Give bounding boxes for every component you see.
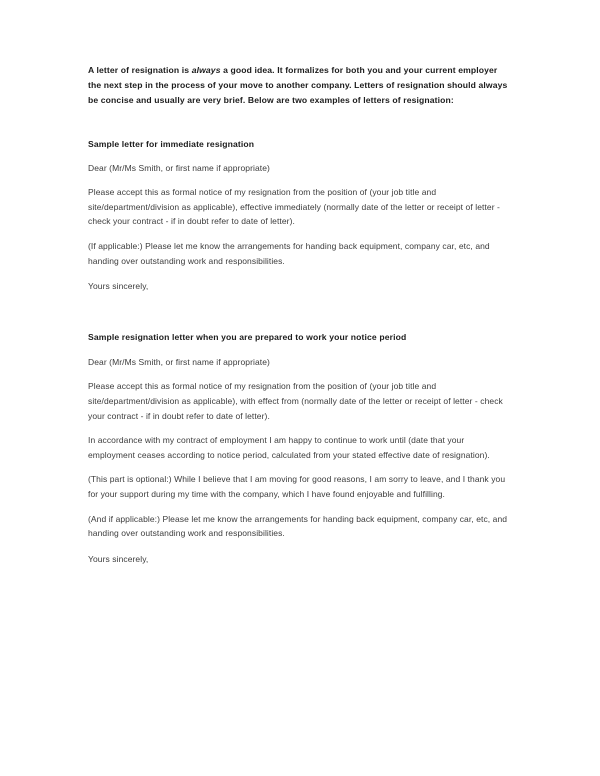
spacer	[88, 175, 512, 185]
letter-1-salutation: Dear (Mr/Ms Smith, or first name if appropriate)	[88, 162, 270, 173]
letter-1-paragraph-2: (If applicable:) Please let me know the arrangements for handing back equipment, company car, etc, and handing over outstanding work and responsibilities.	[88, 240, 490, 266]
letter-1-heading: Sample letter for immediate resignation	[88, 138, 255, 149]
intro-paragraph	[88, 63, 512, 109]
spacer	[88, 151, 512, 161]
letter-2-paragraph-3: (This part is optional:) While I believe that I am moving for good reasons, I am sorry to leave, and I thank you for your support during my time with the company, which I have found enjoyable and fulfilling.	[88, 474, 506, 499]
spacer	[88, 462, 512, 472]
letter-2-signoff: Yours sincerely,	[88, 553, 149, 564]
spacer	[88, 294, 512, 330]
letter-1-signoff: Yours sincerely,	[88, 281, 149, 292]
spacer	[88, 423, 512, 433]
intro-text-part2: a good idea. It formalizes for both you and your current employer the next step in the process of your move to another company. Letters of resignation should always be concise and usually are very brief. Below are two examples of letters of resignation:	[88, 65, 508, 106]
spacer	[88, 502, 512, 512]
spacer	[88, 344, 512, 355]
letter-2-paragraph-1: Please accept this as formal notice of my resignation from the position of (your job title and site/department/division as applicable), with effect from (normally date of the letter or receipt of letter - check your contract - if in doubt refer to date of letter).	[88, 381, 503, 421]
spacer	[88, 369, 512, 379]
letter-block-notice-period	[88, 330, 512, 567]
letter-2-heading: Sample resignation letter when you are prepared to work your notice period	[88, 331, 407, 342]
intro-emphasis-always: always	[191, 65, 221, 75]
intro-text-part1: A letter of resignation is	[88, 65, 192, 75]
spacer	[88, 109, 512, 137]
letter-2-salutation: Dear (Mr/Ms Smith, or first name if appropriate)	[88, 356, 270, 367]
letter-1-paragraph-1: Please accept this as formal notice of my resignation from the position of (your job title and site/department/division as applicable), effective immediately (normally date of the letter or receipt of letter - check your contract - if in doubt refer to date of letter).	[88, 187, 500, 227]
spacer	[88, 229, 512, 239]
letter-block-immediate-resignation	[88, 137, 512, 294]
document-body	[88, 63, 512, 566]
spacer	[88, 541, 512, 552]
letter-2-paragraph-4: (And if applicable:) Please let me know the arrangements for handing back equipment, company car, etc, and handing over outstanding work and responsibilities.	[88, 513, 508, 539]
letter-2-paragraph-2: In accordance with my contract of employment I am happy to continue to work until (date that your employment ceases according to notice period, calculated from your stated effective date of resignation).	[88, 435, 490, 460]
spacer	[88, 268, 512, 279]
